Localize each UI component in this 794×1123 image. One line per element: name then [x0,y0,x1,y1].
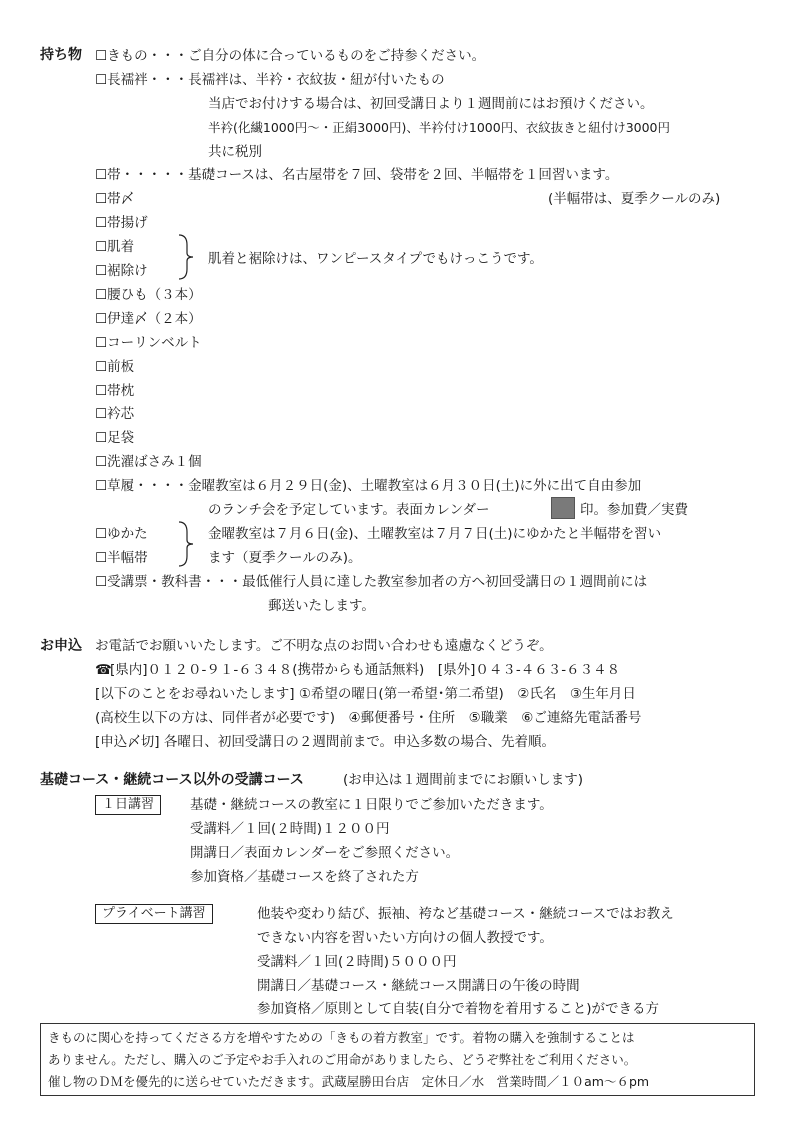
item-hadagi: ☐肌着 [95,239,135,255]
one-day-eligibility: 参加資格／基礎コースを終了された方 [190,869,419,885]
phone-icon: ☎ [95,662,112,678]
item-jukohyo: ☐受講票・教科書・・・最低催行人員に達した教室参加者の方へ初回受講日の１週間前には [95,574,648,590]
mochimono-heading: 持ち物 [40,47,82,63]
item-maeita: ☐前板 [95,359,135,375]
item-tabi: ☐足袋 [95,430,135,446]
brace-yukata [176,520,198,568]
private-eligibility: 参加資格／原則として自装(自分で着物を着用すること)ができる方 [257,1001,660,1017]
footer-line-2: ありません。ただし、購入のご予定やお手入れのご用命がありましたら、どうぞ弊社をご利用ください。 [48,1052,637,1067]
private-line-1: 他装や変わり結び、振袖、袴など基礎コース・継続コースではお教え [257,906,674,922]
other-courses-heading: 基礎コース・継続コース以外の受講コース [40,772,304,788]
moushikomi-line-4: (高校生以下の方は、同伴者が必要です) ④郵便番号・住所 ⑤職業 ⑥ご連絡先電話番号 [95,710,642,726]
zori-note-a: のランチ会を予定しています。表面カレンダー [208,502,490,518]
footer-line-1: きものに関心を持ってくださる方を増やすための「きもの着方教室」です。着物の購入を強制することは [48,1030,635,1045]
one-day-fee: 受講料／１回(２時間)１２００円 [190,821,390,837]
moushikomi-line-1: お電話でお願いいたします。ご不明な点のお問い合わせも遠慮なくどうぞ。 [95,638,553,654]
item-obijime: ☐帯〆 [95,191,135,207]
nagajuban-price: 半衿(化繊1000円〜・正絹3000円)、半衿付け1000円、衣紋抜きと紐付け3000円 [208,120,671,135]
item-hanhaba: ☐半幅帯 [95,550,148,566]
one-day-schedule: 開講日／表面カレンダーをご参照ください。 [190,845,460,861]
phone-numbers: [県内]０１２０-９１-６３４８(携帯からも通話無料) [県外]０４３-４６３-６３４８ [110,662,621,678]
zori-note-b: 印。参加費／実費 [580,502,688,518]
private-schedule: 開講日／基礎コース・継続コース開講日の午後の時間 [257,978,580,994]
item-koshihimo: ☐腰ひも（３本） [95,287,202,303]
obijime-note: (半幅帯は、夏季クールのみ) [548,191,721,207]
item-obimakura: ☐帯枕 [95,383,135,399]
calendar-mark-swatch [551,497,575,519]
nagajuban-tax: 共に税別 [208,144,262,160]
jukohyo-note: 郵送いたします。 [268,598,375,614]
hadagi-note: 肌着と裾除けは、ワンピースタイプでもけっこうです。 [208,251,543,267]
yukata-note-1: 金曜教室は７月６日(金)、土曜教室は７月７日(土)にゆかたと半幅帯を習い [208,526,662,542]
brace-hadagi [176,233,198,281]
item-korin-belt: ☐コーリンベルト [95,335,202,351]
footer-store-info: 催し物のＤＭを優先的に送らせていただきます。武蔵屋勝田台店 定休日／水 営業時間／１０am〜６pm [48,1074,650,1089]
private-line-2: できない内容を習いたい方向けの個人教授です。 [257,930,553,946]
moushikomi-heading: お申込 [40,638,82,654]
other-courses-note: (お申込は１週間前までにお願いします) [343,772,584,788]
item-yukata: ☐ゆかた [95,526,148,542]
item-nagajuban: ☐長襦袢・・・長襦袢は、半衿・衣紋抜・紐が付いたもの [95,72,445,88]
moushikomi-deadline: [申込〆切] 各曜日、初回受講日の２週間前まで。申込多数の場合、先着順。 [95,734,556,750]
nagajuban-note-1: 当店でお付けする場合は、初回受講日より１週間前にはお預けください。 [208,96,654,112]
item-kimono: ☐きもの・・・ご自分の体に合っているものをご持参ください。 [95,48,486,64]
moushikomi-line-3: [以下のことをお尋ねいたします] ①希望の曜日(第一希望･第二希望) ②氏名 ③生年月日 [95,686,636,702]
one-day-line-1: 基礎・継続コースの教室に１日限りでご参加いただきます。 [190,797,553,813]
private-label: プライベート講習 [95,904,213,924]
item-susoyoke: ☐裾除け [95,263,148,279]
item-sentaku: ☐洗濯ばさみ１個 [95,454,202,470]
item-obiage: ☐帯揚げ [95,215,148,231]
item-obi: ☐帯・・・・・基礎コースは、名古屋帯を７回、袋帯を２回、半幅帯を１回習います。 [95,167,619,183]
item-datejime: ☐伊達〆（２本） [95,311,202,327]
one-day-label: １日講習 [95,795,161,815]
footer-notice-box [40,1023,755,1096]
private-fee: 受講料／１回(２時間)５０００円 [257,954,457,970]
item-zori: ☐草履・・・・金曜教室は６月２９日(金)、土曜教室は６月３０日(土)に外に出て自由参加 [95,478,642,494]
item-erishin: ☐衿芯 [95,406,135,422]
yukata-note-2: ます（夏季クールのみ)。 [208,550,362,566]
